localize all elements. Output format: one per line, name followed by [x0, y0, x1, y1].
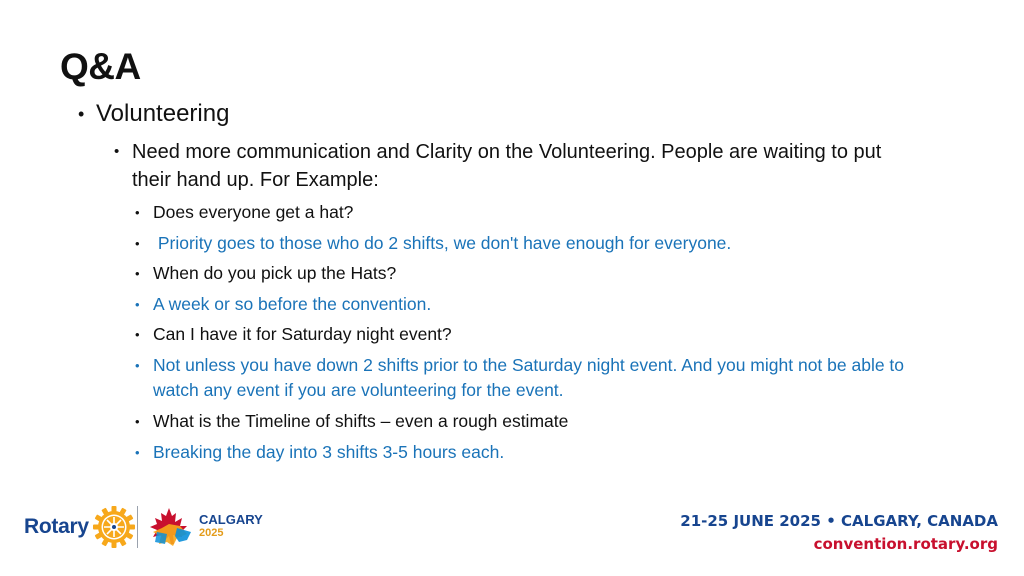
- list-item: [135, 231, 935, 256]
- bullet-dot: •: [135, 236, 140, 251]
- bullet-text-need-more: Need more communication and Clarity on the Volunteering. People are waiting to put their hand up. For Example:: [132, 141, 882, 191]
- bullet-dot: •: [135, 445, 140, 460]
- question-text: When do you pick up the Hats?: [153, 263, 397, 283]
- bullet-dot: •: [135, 205, 140, 220]
- bullet-dot: •: [114, 143, 120, 160]
- bullet-dot: •: [78, 104, 85, 124]
- bullet-text-volunteering: Volunteering: [96, 100, 230, 127]
- bullet-level1: [78, 100, 229, 129]
- maple-leaf-icon: [147, 506, 197, 548]
- rotary-wheel-icon: [92, 505, 136, 549]
- list-item: [135, 200, 935, 225]
- rotary-logo-text: Rotary: [24, 515, 89, 538]
- answer-text: Not unless you have down 2 shifts prior to the Saturday night event. And you might not be able to watch any event if you are volunteering for the event.: [153, 355, 905, 400]
- list-item: [135, 440, 935, 465]
- list-item: [135, 322, 935, 347]
- calgary-logo: [147, 506, 267, 548]
- calgary-logo-text: CALGARY: [199, 512, 263, 527]
- bullet-dot: •: [135, 327, 140, 342]
- list-item: [135, 292, 935, 317]
- question-text: What is the Timeline of shifts – even a rough estimate: [153, 411, 569, 431]
- list-item: [135, 353, 935, 403]
- bullet-dot: •: [135, 266, 140, 281]
- slide-title: Q&A: [60, 46, 141, 87]
- answer-text: A week or so before the convention.: [153, 294, 432, 314]
- list-item: [135, 261, 935, 286]
- logo-divider: [137, 506, 138, 548]
- question-text: Does everyone get a hat?: [153, 202, 354, 222]
- bullet-dot: •: [135, 358, 140, 373]
- footer-date-location: 21-25 JUNE 2025 • CALGARY, CANADA: [680, 512, 998, 530]
- bullet-dot: •: [135, 297, 140, 312]
- bullet-dot: •: [135, 414, 140, 429]
- list-item: [135, 409, 935, 434]
- question-text: Can I have it for Saturday night event?: [153, 324, 452, 344]
- calgary-logo-year: 2025: [199, 527, 224, 539]
- answer-text: Priority goes to those who do 2 shifts, we don't have enough for everyone.: [153, 233, 732, 253]
- answer-text: Breaking the day into 3 shifts 3-5 hours each.: [153, 442, 505, 462]
- footer-url[interactable]: convention.rotary.org: [813, 535, 998, 553]
- rotary-logo: [24, 505, 136, 549]
- bullet-level2: [114, 138, 914, 194]
